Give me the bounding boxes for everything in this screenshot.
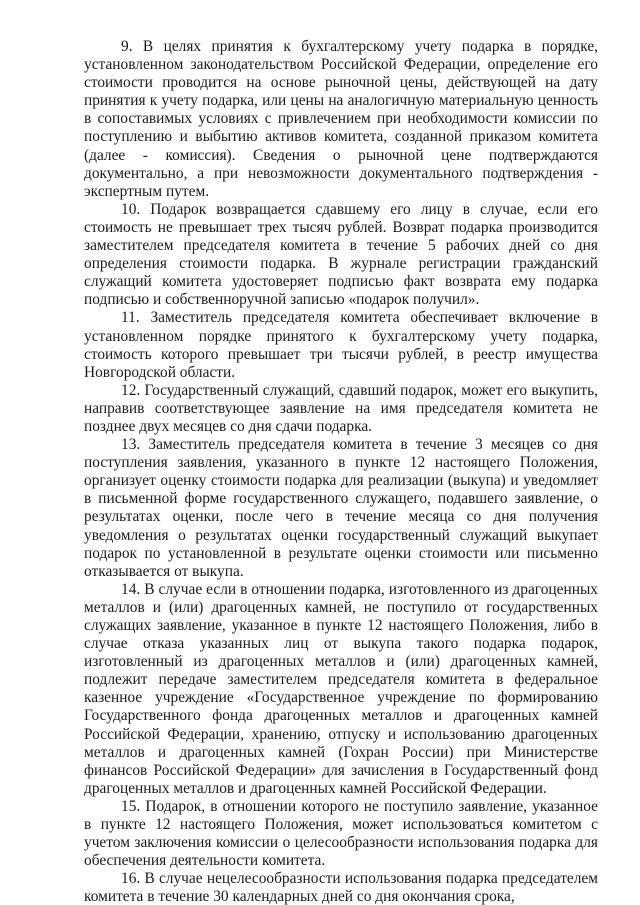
paragraph-16: 16. В случае нецелесообразности использования подарка председателем комитета в течение 30 календарных дней со дня окончания срока, — [84, 870, 598, 905]
paragraph-10: 10. Подарок возвращается сдавшему его лицу в случае, если его стоимость не превышает трех тысяч рублей. Возврат подарка производится заместителем председателя комитета в течение 5 рабочих дней со дня определения стоимости подарка. В журнале регистрации гражданский служащий комитета удостоверяет подписью факт возврата ему подарка подписью и собственноручной записью «подарок получил». — [84, 200, 598, 309]
document-body — [84, 38, 598, 905]
paragraph-13: 13. Заместитель председателя комитета в течение 3 месяцев со дня поступления заявления, указанного в пункте 12 настоящего Положения, организует оценку стоимости подарка для реализации (выкупа) и уведомляет в письменной форме государственного служащего, подавшего заявление, о результатах оценки, после чего в течение месяца со дня получения уведомления о результатах оценки государственный служащий выкупает подарок по установленной в результате оценки стоимости или письменно отказывается от выкупа. — [84, 436, 598, 580]
paragraph-11: 11. Заместитель председателя комитета обеспечивает включение в установленном порядке принятого к бухгалтерскому учету подарка, стоимость которого превышает три тысячи рублей, в реестр имущества Новгородской области. — [84, 309, 598, 381]
paragraph-15: 15. Подарок, в отношении которого не поступило заявление, указанное в пункте 12 настоящего Положения, может использоваться комитетом с учетом заключения комиссии о целесообразности использования подарка для обеспечения деятельности комитета. — [84, 797, 598, 870]
paragraph-12: 12. Государственный служащий, сдавший подарок, может его выкупить, направив соответствующее заявление на имя председателя комитета не позднее двух месяцев со дня сдачи подарка. — [84, 381, 598, 435]
paragraph-9: 9. В целях принятия к бухгалтерскому учету подарка в порядке, установленном законодательством Российской Федерации, определение его стоимости проводится на основе рыночной цены, действующей на дату принятия к учету подарка, или цены на аналогичную материальную ценность в сопоставимых условиях с привлечением при необходимости комиссии по поступлению и выбытию активов комитета, созданной приказом комитета (далее - комиссия). Сведения о рыночной цене подтверждаются документально, а при невозможности документального подтверждения - экспертным путем. — [84, 38, 598, 200]
paragraph-14: 14. В случае если в отношении подарка, изготовленного из драгоценных металлов и (или) драгоценных камней, не поступило от государственных служащих заявление, указанное в пункте 12 настоящего Положения, либо в случае отказа указанных лиц от выкупа такого подарка подарок, изготовленный из драгоценных металлов и (или) драгоценных камней, подлежит передаче заместителем председателя комитета в федеральное казенное учреждение «Государственное учреждение по формированию Государственного фонда драгоценных металлов и драгоценных камней Российской Федерации, хранению, отпуску и использованию драгоценных металлов и драгоценных камней (Гохран России) при Министерстве финансов Российской Федерации» для зачисления в Государственный фонд драгоценных металлов и драгоценных камней Российской Федерации. — [84, 580, 598, 797]
